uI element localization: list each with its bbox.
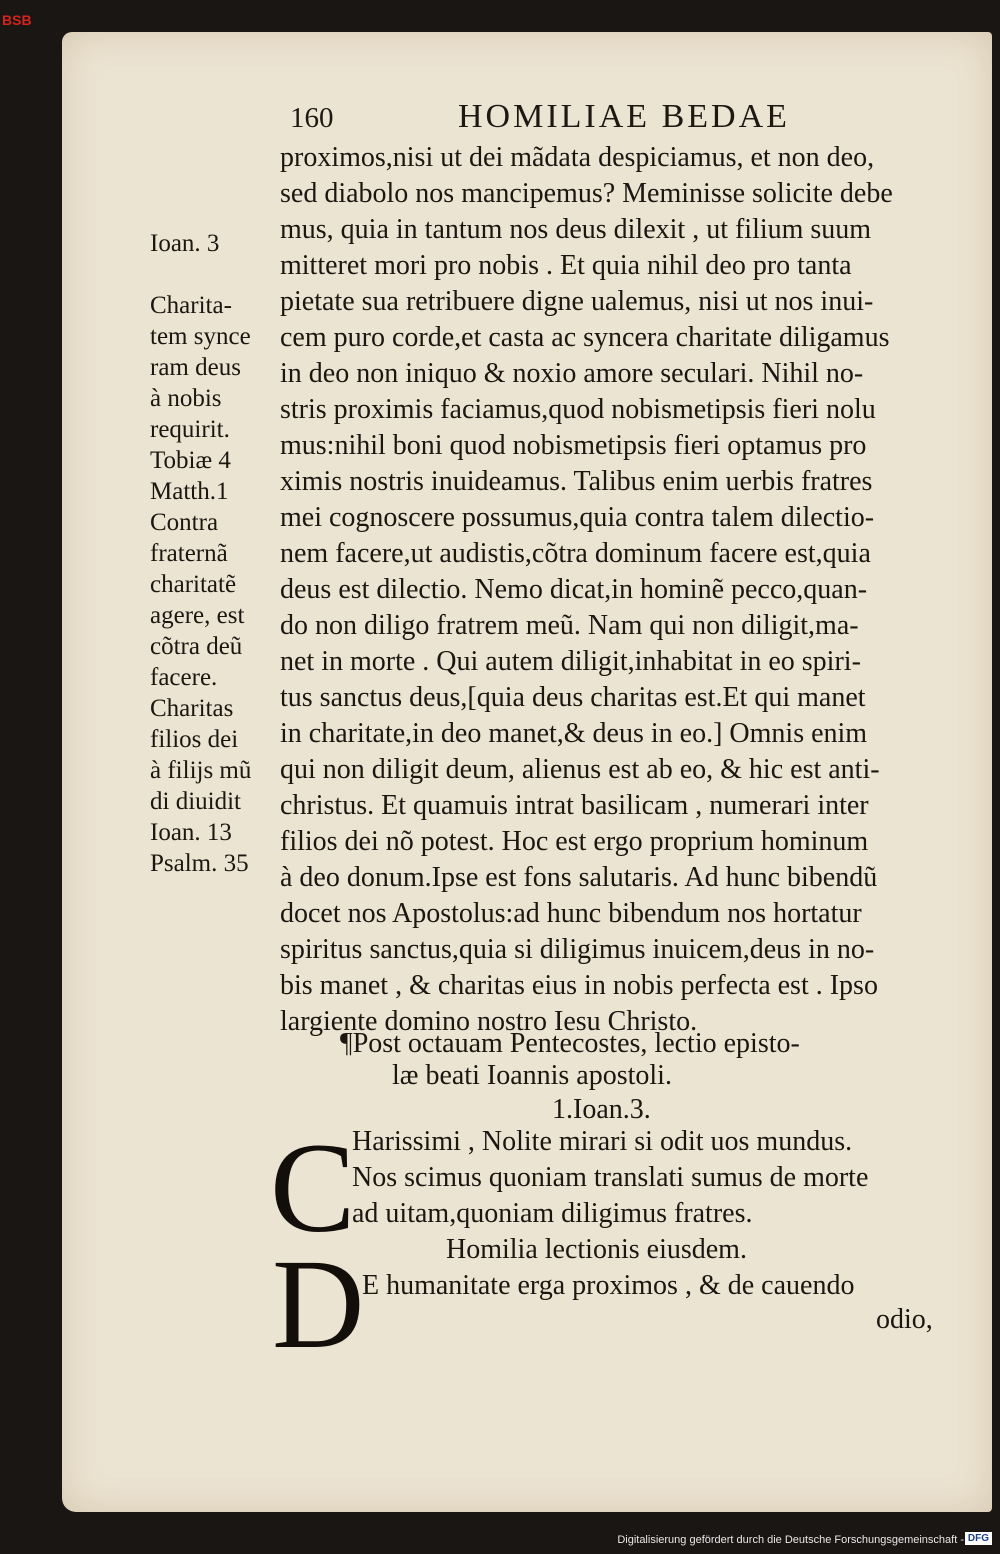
- lesson-line: Harissimi , Nolite mirari si odit uos mundus.: [352, 1126, 853, 1157]
- homily-line: odio,: [876, 1304, 933, 1335]
- margin-note: Ioan. 3: [150, 230, 220, 257]
- text-line: nem facere,ut audistis,cõtra dominum facere est,quia: [280, 538, 871, 569]
- margin-note: tem synce: [150, 323, 251, 350]
- margin-note: Tobiæ 4: [150, 447, 231, 474]
- margin-note: à nobis: [150, 385, 222, 412]
- margin-note: à filijs mũ: [150, 757, 252, 784]
- text-line: qui non diligit deum, alienus est ab eo, & hic est anti-: [280, 754, 880, 785]
- margin-note: Contra: [150, 509, 219, 536]
- margin-note: requirit.: [150, 416, 230, 443]
- margin-note: facere.: [150, 664, 218, 691]
- margin-note: ram deus: [150, 354, 241, 381]
- margin-note: Charitas: [150, 695, 234, 722]
- dfg-logo: DFG: [965, 1532, 992, 1545]
- text-line: mus:nihil boni quod nobismetipsis fieri optamus pro: [280, 430, 867, 461]
- text-line: docet nos Apostolus:ad hunc bibendum nos hortatur: [280, 898, 862, 929]
- text-line: pietate sua retribuere digne ualemus, nisi ut nos inui-: [280, 286, 874, 317]
- text-line: christus. Et quamuis intrat basilicam , numerari inter: [280, 790, 869, 821]
- page-number: 160: [290, 102, 334, 134]
- margin-note: charitatẽ: [150, 571, 237, 598]
- margin-note: [150, 259, 275, 290]
- margin-notes: [150, 228, 275, 879]
- text-line: filios dei nõ potest. Hoc est ergo proprium hominum: [280, 826, 869, 857]
- main-text-block: [280, 140, 960, 1040]
- digitization-credit: Digitalisierung gefördert durch die Deutsche Forschungsgemeinschaft -: [617, 1534, 964, 1546]
- margin-note: Psalm. 35: [150, 850, 249, 877]
- lesson-line: Nos scimus quoniam translati sumus de morte: [352, 1162, 869, 1193]
- text-line: bis manet , & charitas eius in nobis perfecta est . Ipso: [280, 970, 878, 1001]
- margin-note: cõtra deũ: [150, 633, 243, 660]
- margin-note: Charita-: [150, 292, 232, 319]
- section-heading: ¶Post octauam Pentecostes, lectio episto-: [340, 1028, 800, 1059]
- text-line: in charitate,in deo manet,& deus in eo.] Omnis enim: [280, 718, 868, 749]
- margin-note: di diuidit: [150, 788, 241, 815]
- text-line: tus sanctus deus,[quia deus charitas est.Et qui manet: [280, 682, 866, 713]
- dropcap-d: D: [272, 1233, 365, 1375]
- text-line: ximis nostris inuideamus. Talibus enim uerbis fratres: [280, 466, 873, 497]
- text-line: mitteret mori pro nobis . Et quia nihil deo pro tanta: [280, 250, 852, 281]
- text-line: mus, quia in tantum nos deus dilexit , ut filium suum: [280, 214, 872, 245]
- homily-title: Homilia lectionis eiusdem.: [446, 1234, 747, 1265]
- homily-line: E humanitate erga proximos , & de cauendo: [362, 1270, 855, 1301]
- scripture-reference: 1.Ioan.3.: [552, 1094, 651, 1125]
- text-line: mei cognoscere possumus,quia contra talem dilectio-: [280, 502, 875, 533]
- text-line: sed diabolo nos mancipemus? Meminisse solicite debe: [280, 178, 893, 209]
- text-line: à deo donum.Ipse est fons salutaris. Ad hunc bibendũ: [280, 862, 878, 893]
- margin-note: fraternã: [150, 540, 228, 567]
- dropcap-c: C: [270, 1117, 356, 1259]
- margin-note: filios dei: [150, 726, 239, 753]
- margin-note: Matth.1: [150, 478, 229, 505]
- lesson-line: ad uitam,quoniam diligimus fratres.: [352, 1198, 753, 1229]
- text-line: largiente domino nostro Iesu Christo.: [280, 1006, 698, 1037]
- text-line: proximos,nisi ut dei mãdata despiciamus, et non deo,: [280, 142, 875, 173]
- margin-note: agere, est: [150, 602, 245, 629]
- margin-note: Ioan. 13: [150, 819, 232, 846]
- text-line: cem puro corde,et casta ac syncera charitate diligamus: [280, 322, 890, 353]
- text-line: in deo non iniquo & noxio amore seculari. Nihil no-: [280, 358, 864, 389]
- running-title: HOMILIAE BEDAE: [458, 98, 790, 135]
- section-heading-continued: læ beati Ioannis apostoli.: [392, 1060, 672, 1091]
- watermark-bsb: BSB: [2, 12, 32, 28]
- text-line: net in morte . Qui autem diligit,inhabitat in eo spiri-: [280, 646, 861, 677]
- text-line: deus est dilectio. Nemo dicat,in hominẽ pecco,quan-: [280, 574, 868, 605]
- text-line: spiritus sanctus,quia si diligimus inuicem,deus in no-: [280, 934, 875, 965]
- text-line: do non diligo fratrem meũ. Nam qui non diligit,ma-: [280, 610, 859, 641]
- text-line: stris proximis faciamus,quod nobismetipsis fieri nolu: [280, 394, 876, 425]
